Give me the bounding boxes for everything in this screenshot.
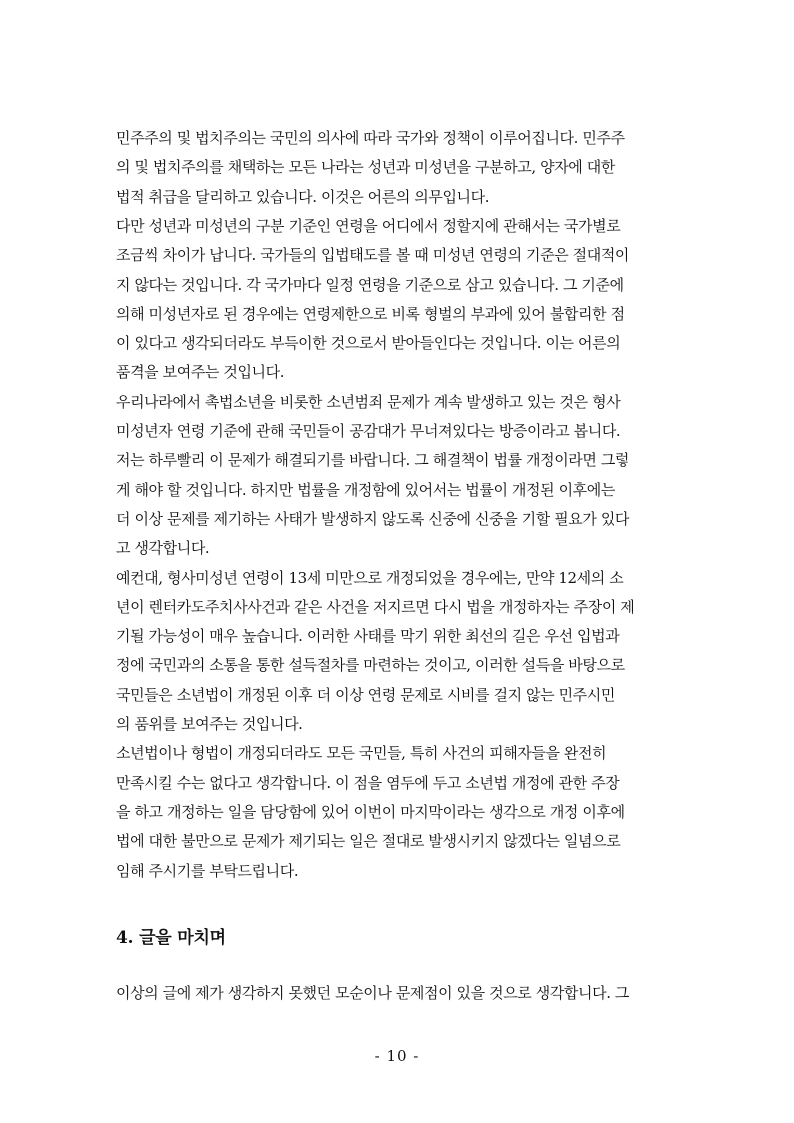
paragraph-line: 만족시킬 수는 없다고 생각합니다. 이 점을 염두에 두고 소년법 개정에 관한 주장 xyxy=(116,773,620,792)
paragraph-line: 을 하고 개정하는 일을 담당함에 있어 이번이 마지막이라는 생각으로 개정 이후에 xyxy=(116,802,625,821)
paragraph-line: 년이 렌터카도주치사사건과 같은 사건을 저지르면 다시 법을 개정하자는 주장이 제 xyxy=(116,597,635,616)
paragraph-line: 지 않다는 것입니다. 각 국가마다 일정 연령을 기준으로 삼고 있습니다. 그 기준에 xyxy=(116,275,624,294)
paragraph-line: 우리나라에서 촉법소년을 비롯한 소년범죄 문제가 계속 발생하고 있는 것은 형사 xyxy=(116,392,621,411)
paragraph-line: 민주주의 및 법치주의는 국민의 의사에 따라 국가와 정책이 이루어집니다. 민주주 xyxy=(116,129,625,147)
paragraph-line: 법적 취급을 달리하고 있습니다. 이것은 어른의 의무입니다. xyxy=(116,187,490,206)
page-number: - 10 - xyxy=(374,1047,420,1065)
closing-line: 이상의 글에 제가 생각하지 못했던 모순이나 문제점이 있을 것으로 생각합니다. 그 xyxy=(116,984,630,1002)
paragraph-line: 조금씩 차이가 납니다. 국가들의 입법태도를 볼 때 미성년 연령의 기준은 절대적이 xyxy=(116,246,630,265)
paragraph-line: 예컨대, 형사미성년 연령이 13세 미만으로 개정되었을 경우에는, 만약 12세의 소 xyxy=(116,568,624,587)
paragraph-line: 게 해야 할 것입니다. 하지만 법률을 개정함에 있어서는 법률이 개정된 이후에는 xyxy=(116,480,615,499)
paragraph-line: 의해 미성년자로 된 경우에는 연령제한으로 비록 형벌의 부과에 있어 불합리한 점 xyxy=(116,304,625,323)
paragraph-line: 기될 가능성이 매우 높습니다. 이러한 사태를 막기 위한 최선의 길은 우선 입법과 xyxy=(116,627,620,646)
paragraph-line: 이 있다고 생각되더라도 부득이한 것으로서 받아들인다는 것입니다. 이는 어른의 xyxy=(116,334,621,353)
paragraph-line: 고 생각합니다. xyxy=(116,539,210,558)
paragraph-line: 다만 성년과 미성년의 구분 기준인 연령을 어디에서 정할지에 관해서는 국가별로 xyxy=(116,216,621,235)
paragraph-line: 의 품위를 보여주는 것입니다. xyxy=(116,715,303,733)
paragraph-line: 의 및 법치주의를 채택하는 모든 나라는 성년과 미성년을 구분하고, 양자에 대한 xyxy=(116,158,615,177)
paragraph-line: 더 이상 문제를 제기하는 사태가 발생하지 않도록 신중에 신중을 기할 필요가 있다 xyxy=(116,509,630,528)
paragraph-line: 미성년자 연령 기준에 관해 국민들이 공감대가 무너져있다는 방증이라고 봅니다. xyxy=(116,422,621,440)
paragraph-line: 국민들은 소년법이 개정된 이후 더 이상 연령 문제로 시비를 걸지 않는 민주시민 xyxy=(116,685,615,704)
paragraph-line: 품격을 보여주는 것입니다. xyxy=(116,363,285,382)
paragraph-line: 소년법이나 형법이 개정되더라도 모든 국민들, 특히 사건의 피해자들을 완전히 xyxy=(116,744,607,763)
section-heading: 4. 글을 마치며 xyxy=(116,928,226,948)
paragraph-line: 법에 대한 불만으로 문제가 제기되는 일은 절대로 발생시키지 않겠다는 일념으로 xyxy=(116,832,621,851)
paragraph-line: 저는 하루빨리 이 문제가 해결되기를 바랍니다. 그 해결책이 법률 개정이라면 그렇 xyxy=(116,451,630,470)
paragraph-line: 정에 국민과의 소통을 통한 설득절차를 마련하는 것이고, 이러한 설득을 바탕으로 xyxy=(116,656,625,675)
paragraph-line: 임해 주시기를 부탁드립니다. xyxy=(116,861,299,880)
